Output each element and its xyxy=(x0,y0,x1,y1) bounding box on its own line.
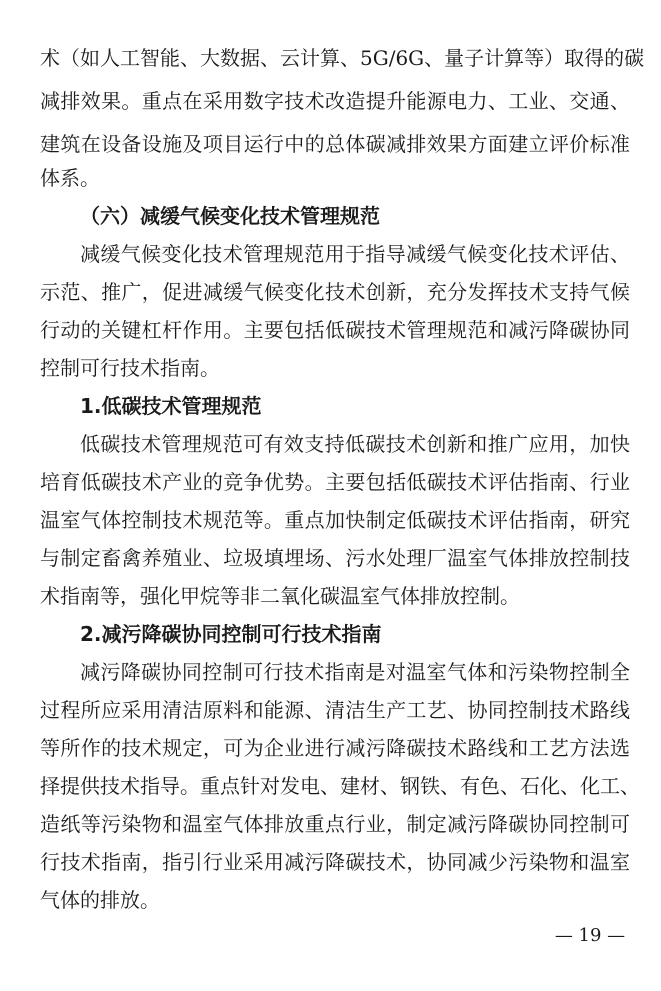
section-heading: （六）减缓气候变化技术管理规范 xyxy=(80,204,380,228)
paragraph-line: 建筑在设备设施及项目运行中的总体碳减排效果方面建立评价标准 xyxy=(40,132,630,156)
paragraph-line: 术（如人工智能、大数据、云计算、5G/6G、量子计算等）取得的碳 xyxy=(40,46,645,70)
paragraph-line: 体系。 xyxy=(40,166,100,190)
paragraph-line: 气体的排放。 xyxy=(40,888,160,912)
paragraph-line: 与制定畜禽养殖业、垃圾填埋场、污水处理厂温室气体排放控制技 xyxy=(40,546,630,570)
paragraph-line: 择提供技术指导。重点针对发电、建材、钢铁、有色、石化、化工、 xyxy=(40,774,640,798)
paragraph-line: 示范、推广，促进减缓气候变化技术创新，充分发挥技术支持气候 xyxy=(40,280,630,304)
paragraph-line: 行动的关键杠杆作用。主要包括低碳技术管理规范和减污降碳协同 xyxy=(40,318,630,342)
paragraph-line: 培育低碳技术产业的竞争优势。主要包括低碳技术评估指南、行业 xyxy=(40,470,630,494)
paragraph-line: 低碳技术管理规范可有效支持低碳技术创新和推广应用，加快 xyxy=(80,432,630,456)
paragraph-line: 减污降碳协同控制可行技术指南是对温室气体和污染物控制全 xyxy=(80,660,630,684)
paragraph-line: 减缓气候变化技术管理规范用于指导减缓气候变化技术评估、 xyxy=(80,242,630,266)
paragraph-line: 减排效果。重点在采用数字技术改造提升能源电力、工业、交通、 xyxy=(40,89,630,113)
subsection-heading: 1.低碳技术管理规范 xyxy=(80,394,262,418)
paragraph-line: 行技术指南，指引行业采用减污降碳技术，协同减少污染物和温室 xyxy=(40,850,630,874)
page-number: — 19 — xyxy=(554,925,626,946)
paragraph-line: 温室气体控制技术规范等。重点加快制定低碳技术评估指南，研究 xyxy=(40,508,630,532)
subsection-heading: 2.减污降碳协同控制可行技术指南 xyxy=(80,622,382,646)
paragraph-line: 过程所应采用清洁原料和能源、清洁生产工艺、协同控制技术路线 xyxy=(40,698,630,722)
paragraph-line: 术指南等，强化甲烷等非二氧化碳温室气体排放控制。 xyxy=(40,584,520,608)
paragraph-line: 造纸等污染物和温室气体排放重点行业，制定减污降碳协同控制可 xyxy=(40,812,630,836)
paragraph-line: 控制可行技术指南。 xyxy=(40,356,220,380)
paragraph-line: 等所作的技术规定，可为企业进行减污降碳技术路线和工艺方法选 xyxy=(40,736,630,760)
